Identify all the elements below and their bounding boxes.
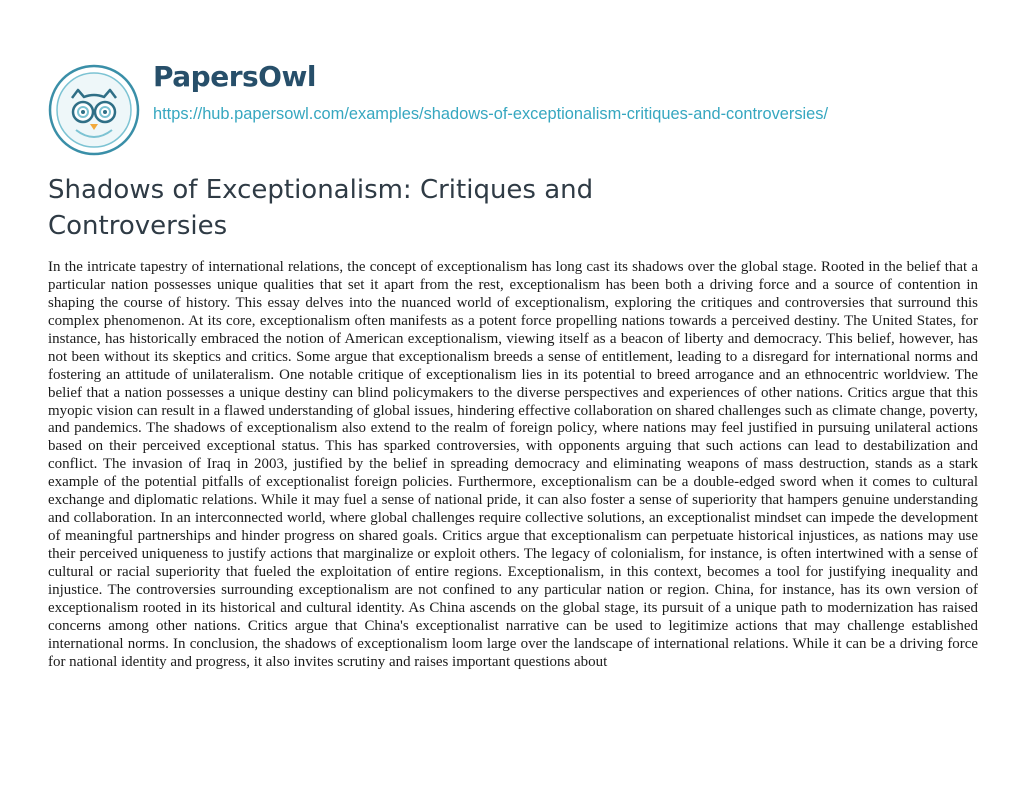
document-body: In the intricate tapestry of international relations, the concept of exceptionalism has long cast its shadows over the global stage. Rooted in the belief that a particular nation possesses unique qualities that set it apart from the rest, exceptionalism has been both a driving force and a source of contention in shaping the course of history. This essay delves into the nuanced world of exceptionalism, exploring the critiques and controversies that surround this complex phenomenon. At its core, exceptionalism often manifests as a potent force propelling nations towards a perceived destiny. The United States, for instance, has historically embraced the notion of American exceptionalism, viewing itself as a beacon of liberty and democracy. This belief, however, has not been without its skeptics and critics. Some argue that exceptionalism breeds a sense of entitlement, leading to a disregard for international norms and fostering an attitude of unilateralism. One notable critique of exceptionalism lies in its potential to breed arrogance and an ethnocentric worldview. The belief that a nation possesses a unique destiny can blind policymakers to the diverse perspectives and experiences of other nations. Critics argue that this myopic vision can result in a flawed understanding of global issues, hindering effective collaboration on shared challenges such as climate change, poverty, and pandemics. The shadows of exceptionalism also extend to the realm of foreign policy, where nations may feel justified in pursuing unilateral actions based on their perceived exceptional status. This has sparked controversies, with opponents arguing that such actions can lead to destabilization and conflict. The invasion of Iraq in 2003, justified by the belief in spreading democracy and eliminating weapons of mass destruction, stands as a stark example of the potential pitfalls of exceptionalist foreign policies. Furthermore, exceptionalism can be a double-edged sword when it comes to cultural exchange and diplomatic relations. While it may fuel a sense of national pride, it can also foster a sense of superiority that hampers genuine understanding and collaboration. In an interconnected world, where global challenges require collective solutions, an exceptionalist mindset can impede the development of meaningful partnerships and hinder progress on shared goals. Critics argue that exceptionalism can perpetuate historical injustices, as nations may use their perceived uniqueness to justify actions that marginalize or exploit others. The legacy of colonialism, for instance, is often intertwined with a sense of cultural or racial superiority that fueled the exploitation of entire regions. Exceptionalism, in this context, becomes a tool for justifying inequality and injustice. The controversies surrounding exceptionalism are not confined to any particular nation or region. China, for instance, has its own version of exceptionalism rooted in its historical and cultural identity. As China ascends on the global stage, its pursuit of a unique path to modernization has raised concerns among other nations. Critics argue that China's exceptionalist narrative can be used to legitimize actions that may challenge established international norms. In conclusion, the shadows of exceptionalism loom large over the landscape of international relations. While it can be a driving force for national identity and progress, it also invites scrutiny and raises important questions about [48, 259, 978, 670]
brand-name[interactable]: PapersOwl [153, 60, 316, 93]
owl-icon [48, 64, 140, 156]
source-url-link[interactable]: https://hub.papersowl.com/examples/shadows-of-exceptionalism-critiques-and-controversies/ [153, 105, 829, 123]
header [0, 0, 1024, 160]
document-title: Shadows of Exceptionalism: Critiques and Controversies [48, 175, 594, 241]
